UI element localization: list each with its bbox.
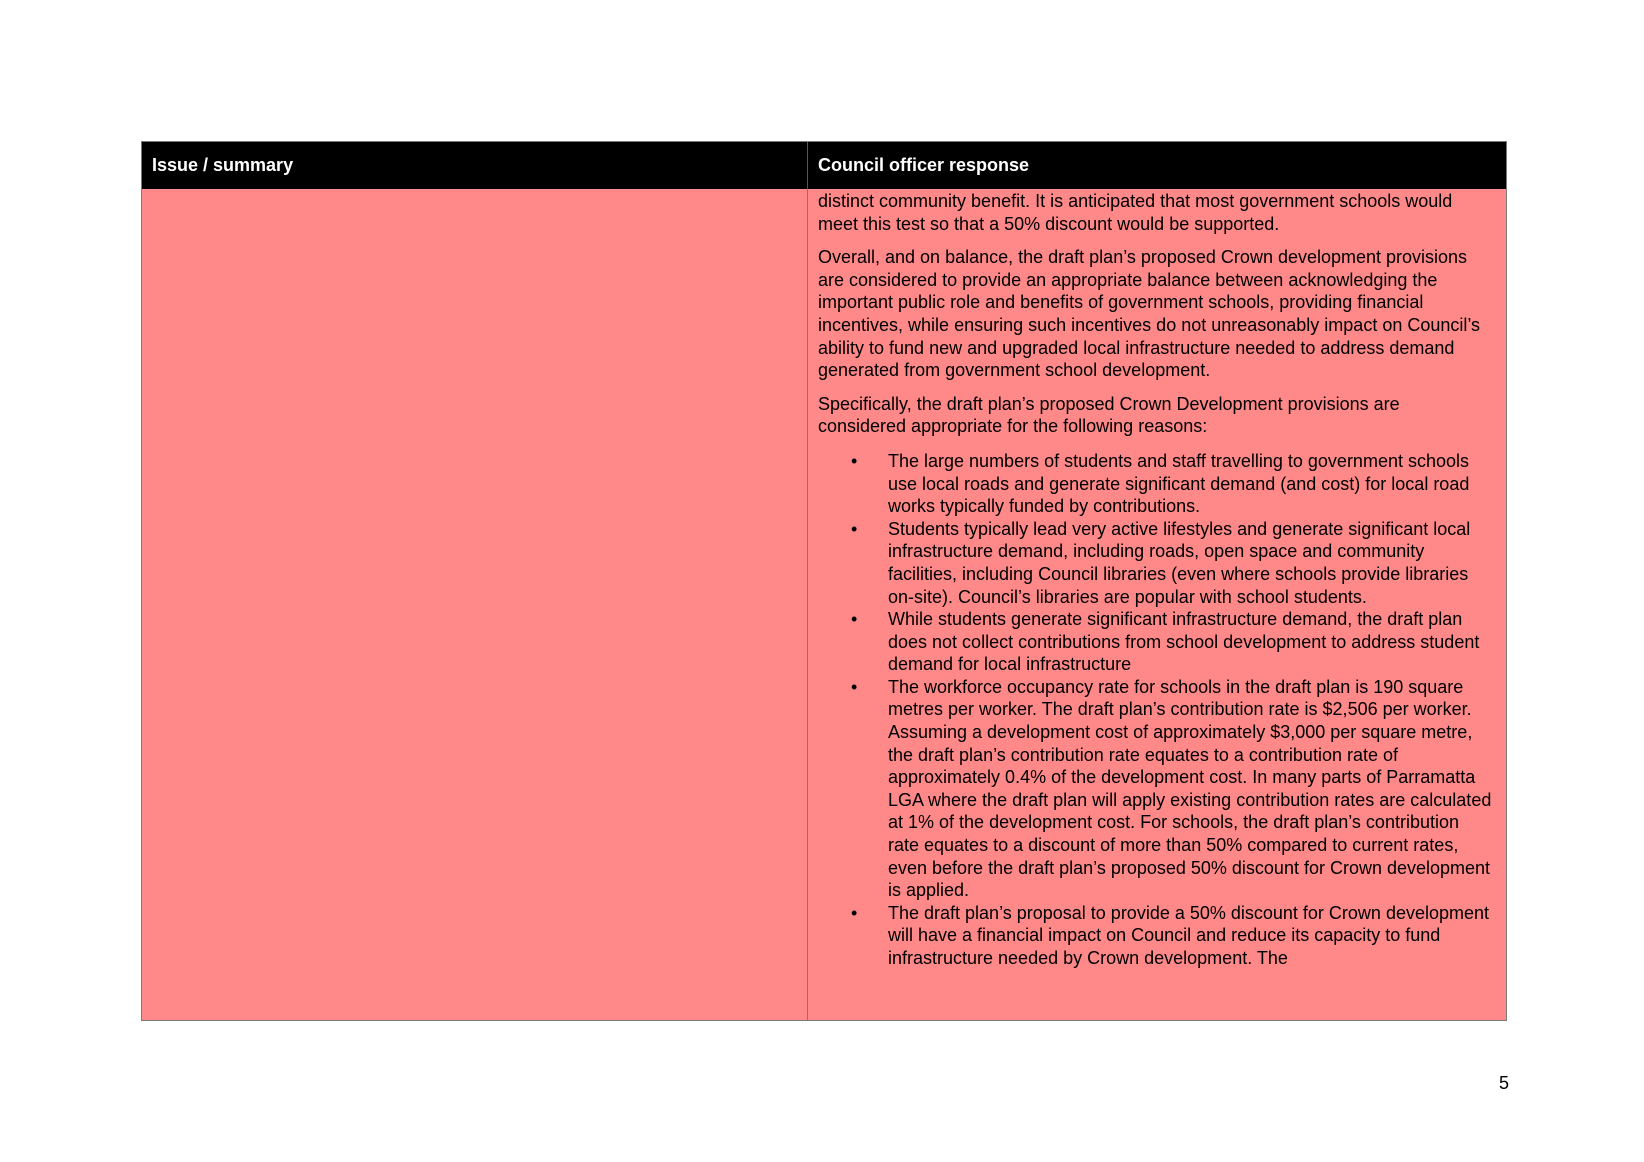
response-paragraph: distinct community benefit. It is anticipated that most government schools would meet this test so that a 50% discount would be supported. [818, 191, 1453, 234]
response-paragraph: Specifically, the draft plan’s proposed Crown Development provisions are considered appropriate for the following reasons: [818, 393, 1400, 437]
list-item [851, 518, 1492, 608]
list-item [851, 676, 1492, 902]
council-response-cell [808, 189, 1506, 1020]
list-item-text: The large numbers of students and staff travelling to government schools use local roads and generate significant demand (and cost) for local road works typically funded by contributions. [888, 450, 1470, 517]
bullet-icon: • [851, 609, 858, 630]
bullet-icon: • [851, 902, 858, 923]
list-item-text: The draft plan’s proposal to provide a 50% discount for Crown development will have a financial impact on Council and reduce its capacity to fund infrastructure needed by Crown development. The [888, 902, 1490, 968]
page-number: 5 [1498, 1073, 1509, 1093]
response-table [141, 141, 1507, 1021]
list-item [851, 608, 1492, 676]
issue-summary-cell [142, 189, 808, 1020]
bullet-icon: • [851, 450, 858, 471]
list-item-text: The workforce occupancy rate for schools in the draft plan is 190 square metres per worker. The draft plan’s contribution rate is $2,506 per worker. Assuming a development cost of approximately $3,000 per square metre, the draft plan’s contribution rate equates to a contribution rate of approximately 0.4% of the development cost. In many parts of Parramatta LGA where the draft plan will apply existing contribution rates are calculated at 1% of the development cost. For schools, the draft plan’s contribution rate equates to a discount of more than 50% compared to current rates, even before the draft plan’s proposed 50% discount for Crown development is applied. [888, 676, 1492, 901]
bullet-icon: • [851, 518, 858, 539]
header-issue-summary: Issue / summary [142, 142, 808, 189]
bullet-icon: • [851, 676, 858, 697]
response-paragraph: Overall, and on balance, the draft plan’s proposed Crown development provisions are considered to provide an appropriate balance between acknowledging the important public role and benefits of government schools, providing financial incentives, while ensuring such incentives do not unreasonably impact on Council’s ability to fund new and upgraded local infrastructure needed to address demand generated from government school development. [818, 247, 1481, 381]
header-council-officer-response: Council officer response [808, 142, 1506, 189]
reasons-list [818, 450, 1492, 970]
list-item [851, 450, 1492, 518]
list-item-text: While students generate significant infrastructure demand, the draft plan does not collect contributions from school development to address student demand for local infrastructure [888, 609, 1480, 675]
list-item [851, 902, 1492, 970]
list-item-text: Students typically lead very active lifestyles and generate significant local infrastructure demand, including roads, open space and community facilities, including Council libraries (even where schools provide libraries on-site). Council’s libraries are popular with school students. [888, 518, 1471, 607]
